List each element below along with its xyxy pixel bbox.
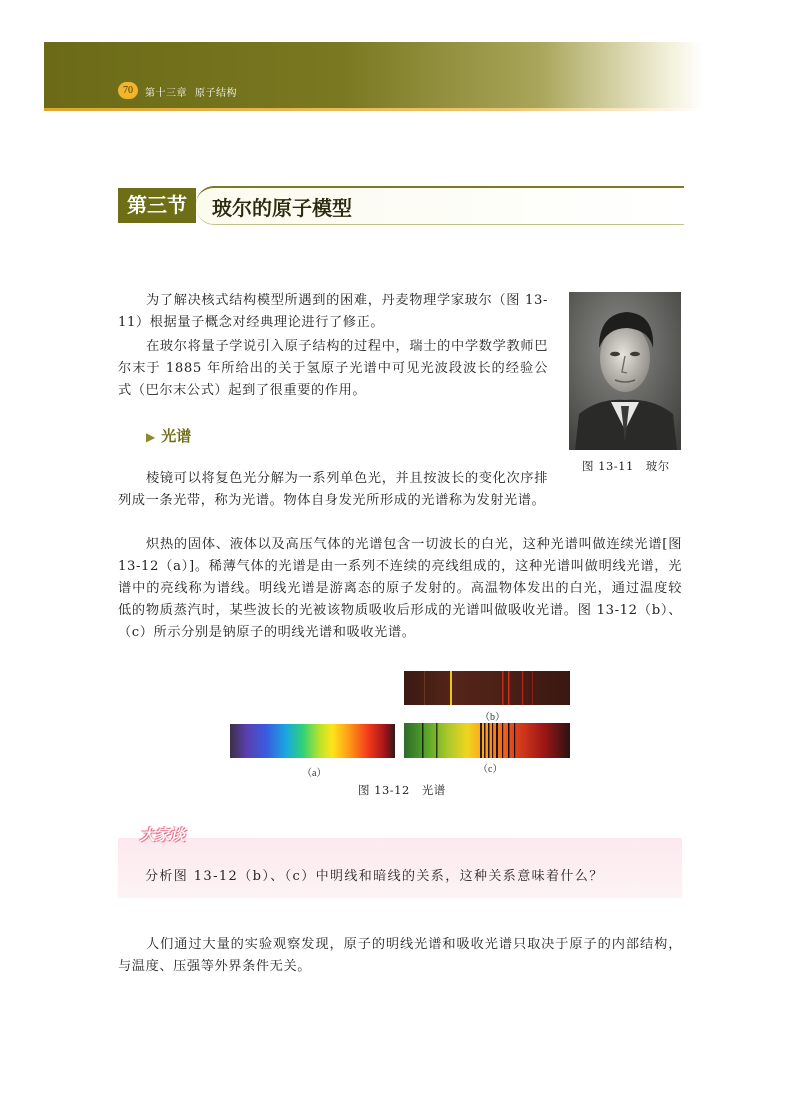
paragraph-2: 在玻尔将量子学说引入原子结构的过程中，瑞士的中学数学教师巴尔末于 1885 年所给出的关于氢原子光谱中可见光波段波长的经验公式（巴尔末公式）起到了很重要的作用。 (118, 339, 548, 398)
triangle-icon: ▶ (146, 430, 156, 444)
discussion-badge: 大家谈 (140, 826, 186, 844)
chapter-number: 第十三章 (145, 88, 187, 99)
paragraph-5: 人们通过大量的实验观察发现，原子的明线光谱和吸收光谱只取决于原子的内部结构，与温度、压强等外界条件无关。 (118, 937, 682, 974)
absorption-spectrum (404, 723, 570, 758)
paragraph-3: 棱镜可以将复色光分解为一系列单色光，并且按波长的变化次序排列成一条光带，称为光谱。物体自身发光所形成的光谱称为发射光谱。 (118, 471, 548, 508)
discussion-question: 分析图 13-12（b）、（c）中明线和暗线的关系，这种关系意味着什么？ (145, 869, 604, 884)
label-c: （c） (478, 764, 503, 775)
chapter-title: 原子结构 (195, 88, 237, 99)
subheading-text: 光谱 (161, 427, 192, 445)
subheading (146, 425, 191, 446)
paragraph-4: 炽热的固体、液体以及高压气体的光谱包含一切波长的白光，这种光谱叫做连续光谱[图 13-12（a）]。稀薄气体的光谱是由一系列不连续的亮线组成的，这种光谱叫做明线光谱，光谱中的亮线称为谱线。明线光谱是游离态的原子发射的。高温物体发出的白光，通过温度较低的物质蒸汽时，某些波长的光被该物质吸收后形成的光谱叫做吸收光谱。图 13-12（b）、（c）所示分别是钠原子的明线光谱和吸收光谱。 (118, 537, 682, 640)
emission-spectrum (404, 671, 570, 705)
chapter-heading (145, 84, 245, 99)
page-number: 70 (118, 82, 138, 99)
section-label: 第三节 (118, 188, 196, 223)
label-b: （b） (480, 712, 505, 723)
header-band (44, 42, 704, 108)
continuous-spectrum (230, 724, 395, 758)
figure-13-11-caption: 图 13-11 玻尔 (582, 459, 670, 473)
figure-13-12-caption: 图 13-12 光谱 (358, 783, 446, 797)
paragraph-1: 为了解决核式结构模型所遇到的困难，丹麦物理学家玻尔（图 13-11）根据量子概念对经典理论进行了修正。 (118, 293, 548, 330)
header-rule (44, 108, 704, 111)
bohr-portrait (569, 292, 681, 450)
section-title: 玻尔的原子模型 (212, 196, 352, 220)
label-a: （a） (302, 768, 327, 779)
